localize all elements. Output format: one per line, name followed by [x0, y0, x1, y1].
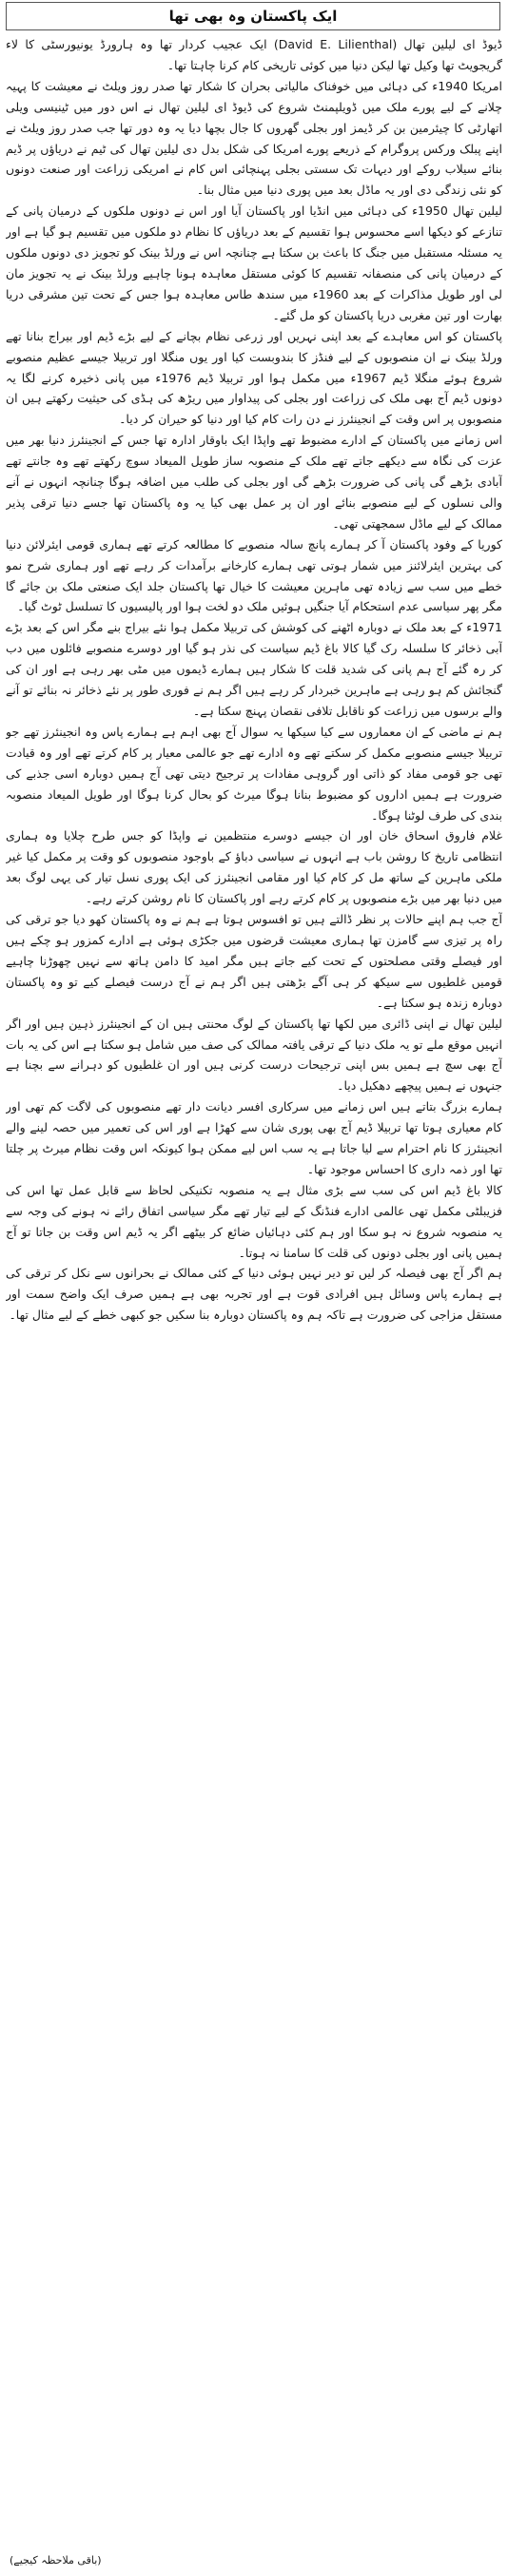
article-paragraph: ہم نے ماضی کے ان معماروں سے کیا سیکھا یہ سوال آج بھی اہم ہے ہمارے پاس وہ انجینئرز تھے جو تربیلا جیسے منصوبے مکمل کر سکتے تھے وہ ادارے تھے جو عالمی معیار پر کام کرتے تھے اور وہ قیادت تھی جو قومی مفاد کو ذاتی اور گروہی مفادات پر ترجیح دیتی تھی آج ہمیں دوبارہ اسی جذبے کی ضرورت ہے ہمیں اداروں کو مضبوط بنانا ہوگا میرٹ کو بحال کرنا ہوگا اور طویل المیعاد منصوبہ بندی کی طرف لوٹنا ہوگا۔ [6, 724, 502, 823]
article-paragraph: غلام فاروق اسحاق خان اور ان جیسے دوسرے منتظمین نے واپڈا کو جس طرح چلایا وہ ہماری انتظامی تاریخ کا روشن باب ہے انہوں نے سیاسی دباؤ کے باوجود منصوبوں کو وقت پر مکمل کیا غیر ملکی ماہرین کے ساتھ مل کر کام کیا اور مقامی انجینئرز کی ایک پوری نسل تیار کی یہی لوگ بعد میں دنیا بھر میں بڑے منصوبوں پر کام کرتے رہے اور پاکستان کا نام روشن کرتے رہے۔ [6, 828, 502, 906]
article-paragraph: لیلین تھال نے اپنی ڈائری میں لکھا تھا پاکستان کے لوگ محنتی ہیں ان کے انجینئرز ذہین ہیں اور اگر انہیں موقع ملے تو یہ ملک دنیا کے ترقی یافتہ ممالک کی صف میں شامل ہو سکتا ہے اس کی یہ بات آج بھی سچ ہے ہمیں بس اپنی ترجیحات درست کرنی ہیں اور ان غلطیوں کو دہرانے سے بچنا ہے جنہوں نے ہمیں پیچھے دھکیل دیا۔ [6, 1016, 502, 1094]
newspaper-column [6, 0, 502, 2576]
headline-box [6, 2, 500, 30]
article-paragraph: کوریا کے وفود پاکستان آ کر ہمارے پانچ سالہ منصوبے کا مطالعہ کرتے تھے ہماری قومی ایئرلائن دنیا کی بہترین ایئرلائنز میں شمار ہوتی تھی ہمارے کارخانے برآمدات کر رہے تھے اور ہماری شرح نمو خطے میں سب سے زیادہ تھی ماہرین معیشت کا خیال تھا پاکستان جلد ایک صنعتی ملک بن جائے گا مگر پھر سیاسی عدم استحکام آیا جنگیں ہوئیں ملک دو لخت ہوا اور پالیسیوں کا تسلسل ٹوٹ گیا۔ [6, 536, 502, 614]
article-paragraph: کالا باغ ڈیم اس کی سب سے بڑی مثال ہے یہ منصوبہ تکنیکی لحاظ سے قابل عمل تھا اس کی فزیبلٹی مکمل تھی عالمی ادارے فنڈنگ کے لیے تیار تھے مگر سیاسی اتفاق رائے نہ ہونے کی وجہ سے یہ منصوبہ شروع نہ ہو سکا اور ہم کئی دہائیاں ضائع کر بیٹھے اگر یہ ڈیم اس وقت بن جاتا تو آج ہمیں پانی اور بجلی دونوں کی قلت کا سامنا نہ ہوتا۔ [6, 1182, 502, 1260]
article-paragraph: لیلین تھال 1950ء کی دہائی میں انڈیا اور پاکستان آیا اور اس نے دونوں ملکوں کے درمیان پانی کے تنازعے کو دیکھا اسے محسوس ہوا تقسیم کے بعد دریاؤں کا نظام دو ملکوں میں تقسیم ہو گیا ہے اور یہ مسئلہ مستقبل میں جنگ کا باعث بن سکتا ہے چنانچہ اس نے ورلڈ بینک کو تجویز دی دونوں ملکوں کے درمیان پانی کی منصفانہ تقسیم کا کوئی مستقل معاہدہ ہونا چاہیے ورلڈ بینک نے یہ تجویز مان لی اور طویل مذاکرات کے بعد 1960ء میں سندھ طاس معاہدہ ہوا جس کے تحت تین مشرقی دریا بھارت اور تین مغربی دریا پاکستان کو مل گئے۔ [6, 203, 502, 322]
article-paragraph: اس زمانے میں پاکستان کے ادارے مضبوط تھے واپڈا ایک باوقار ادارہ تھا جس کے انجینئرز دنیا بھر میں عزت کی نگاہ سے دیکھے جاتے تھے ملک کے منصوبہ ساز طویل المیعاد سوچ رکھتے تھے وہ جانتے تھے آبادی بڑھے گی پانی کی ضرورت بڑھے گی اور بجلی کی طلب میں اضافہ ہوگا چنانچہ انہوں نے آنے والی نسلوں کے لیے منصوبے بنائے اور ان پر عمل بھی کیا یہ وہ پاکستان تھا جسے دنیا ترقی پذیر ممالک کے لیے ماڈل سمجھتی تھی۔ [6, 433, 502, 531]
article-paragraph: ہمارے بزرگ بتاتے ہیں اس زمانے میں سرکاری افسر دیانت دار تھے منصوبوں کی لاگت کم تھی اور کام معیاری ہوتا تھا تربیلا ڈیم آج بھی پوری شان سے کھڑا ہے اور اس کی تعمیر میں حصہ لینے والے انجینئرز کا نام احترام سے لیا جاتا ہے یہ سب اس لیے ممکن ہوا کیونکہ اس وقت نظام میرٹ پر چلتا تھا اور ذمہ داری کا احساس موجود تھا۔ [6, 1099, 502, 1176]
article-paragraph: ڈیوڈ ای لیلین تھال (David E. Lilienthal) ایک عجیب کردار تھا وہ ہارورڈ یونیورسٹی کا لاء گریجویٹ تھا وکیل تھا لیکن دنیا میں کوئی تاریخی کام کرنا چاہتا تھا۔ [6, 37, 502, 72]
article-paragraph: ہم اگر آج بھی فیصلہ کر لیں تو دیر نہیں ہوئی دنیا کے کئی ممالک نے بحرانوں سے نکل کر ترقی کی ہے ہمارے پاس وسائل ہیں افرادی قوت ہے اور تجربہ بھی ہے ہمیں صرف ایک واضح سمت اور مستقل مزاجی کی ضرورت ہے تاکہ ہم وہ پاکستان دوبارہ بنا سکیں جو کبھی خطے کے لیے مثال تھا۔ [6, 1266, 502, 1323]
article-paragraph: امریکا 1940ء کی دہائی میں خوفناک مالیاتی بحران کا شکار تھا صدر روز ویلٹ نے معیشت کا پہیہ چلانے کے لیے پورے ملک میں ڈویلپمنٹ شروع کی ڈیوڈ ای لیلین تھال نے اس دور میں ٹینیسی ویلی اتھارٹی کا چیئرمین بن کر ڈیمز اور بجلی گھروں کا جال بچھا دیا یہ وہ دور تھا جب صدر روز ویلٹ نے اپنے پبلک ورکس پروگرام کے ذریعے پورے امریکا کی شکل بدل دی لیلین تھال کی ٹیم نے دریاؤں پر ڈیم بنائے سیلاب روکے اور دیہات تک سستی بجلی پہنچائی اس کام نے امریکی زراعت اور صنعت دونوں کو نئی زندگی دی اور یہ ماڈل بعد میں پوری دنیا میں مثال بنا۔ [6, 78, 502, 198]
article-body [6, 34, 502, 2545]
article-paragraph: 1971ء کے بعد ملک نے دوبارہ اٹھنے کی کوشش کی تربیلا مکمل ہوا نئے بیراج بنے مگر اس کے بعد بڑے آبی ذخائر کا سلسلہ رک گیا کالا باغ ڈیم سیاست کی نذر ہو گیا اور دوسرے منصوبے فائلوں میں دب کر رہ گئے آج ہم پانی کی شدید قلت کا شکار ہیں ہمارے ڈیموں میں مٹی بھر رہی ہے اور ان کی گنجائش کم ہو رہی ہے ماہرین خبردار کر رہے ہیں اگر ہم نے فوری طور پر نئے ذخائر نہ بنائے تو آنے والے برسوں میں زراعت کو ناقابل تلافی نقصان پہنچ سکتا ہے۔ [6, 620, 502, 718]
article-paragraph: آج جب ہم اپنے حالات پر نظر ڈالتے ہیں تو افسوس ہوتا ہے ہم نے وہ پاکستان کھو دیا جو ترقی کی راہ پر تیزی سے گامزن تھا ہماری معیشت قرضوں میں جکڑی ہوئی ہے ادارے کمزور ہو چکے ہیں اور فیصلے وقتی مصلحتوں کے تحت کیے جاتے ہیں مگر امید کا دامن ہاتھ سے نہیں چھوڑنا چاہیے قومیں غلطیوں سے سیکھ کر ہی آگے بڑھتی ہیں اگر ہم نے آج درست فیصلے کیے تو وہ پاکستان دوبارہ زندہ ہو سکتا ہے۔ [6, 912, 502, 1010]
article-headline: ایک پاکستان وہ بھی تھا [168, 8, 338, 25]
article-paragraph: پاکستان کو اس معاہدے کے بعد اپنی نہریں اور زرعی نظام بچانے کے لیے بڑے ڈیم اور بیراج بنانا تھے ورلڈ بینک نے ان منصوبوں کے لیے فنڈز کا بندوبست کیا اور یوں منگلا اور تربیلا جیسے عظیم منصوبے شروع ہوئے منگلا ڈیم 1967ء میں مکمل ہوا اور تربیلا ڈیم 1976ء میں پانی ذخیرہ کرنے لگا یہ دونوں ڈیم آج بھی ملک کی زراعت اور بجلی کی پیداوار میں ریڑھ کی ہڈی کی حیثیت رکھتے ہیں ان منصوبوں پر اس وقت کے انجینئرز نے دن رات کام کیا اور دنیا کو حیران کر دیا۔ [6, 328, 502, 427]
continued-note: (باقی ملاحظہ کیجیے) [10, 2554, 102, 2566]
